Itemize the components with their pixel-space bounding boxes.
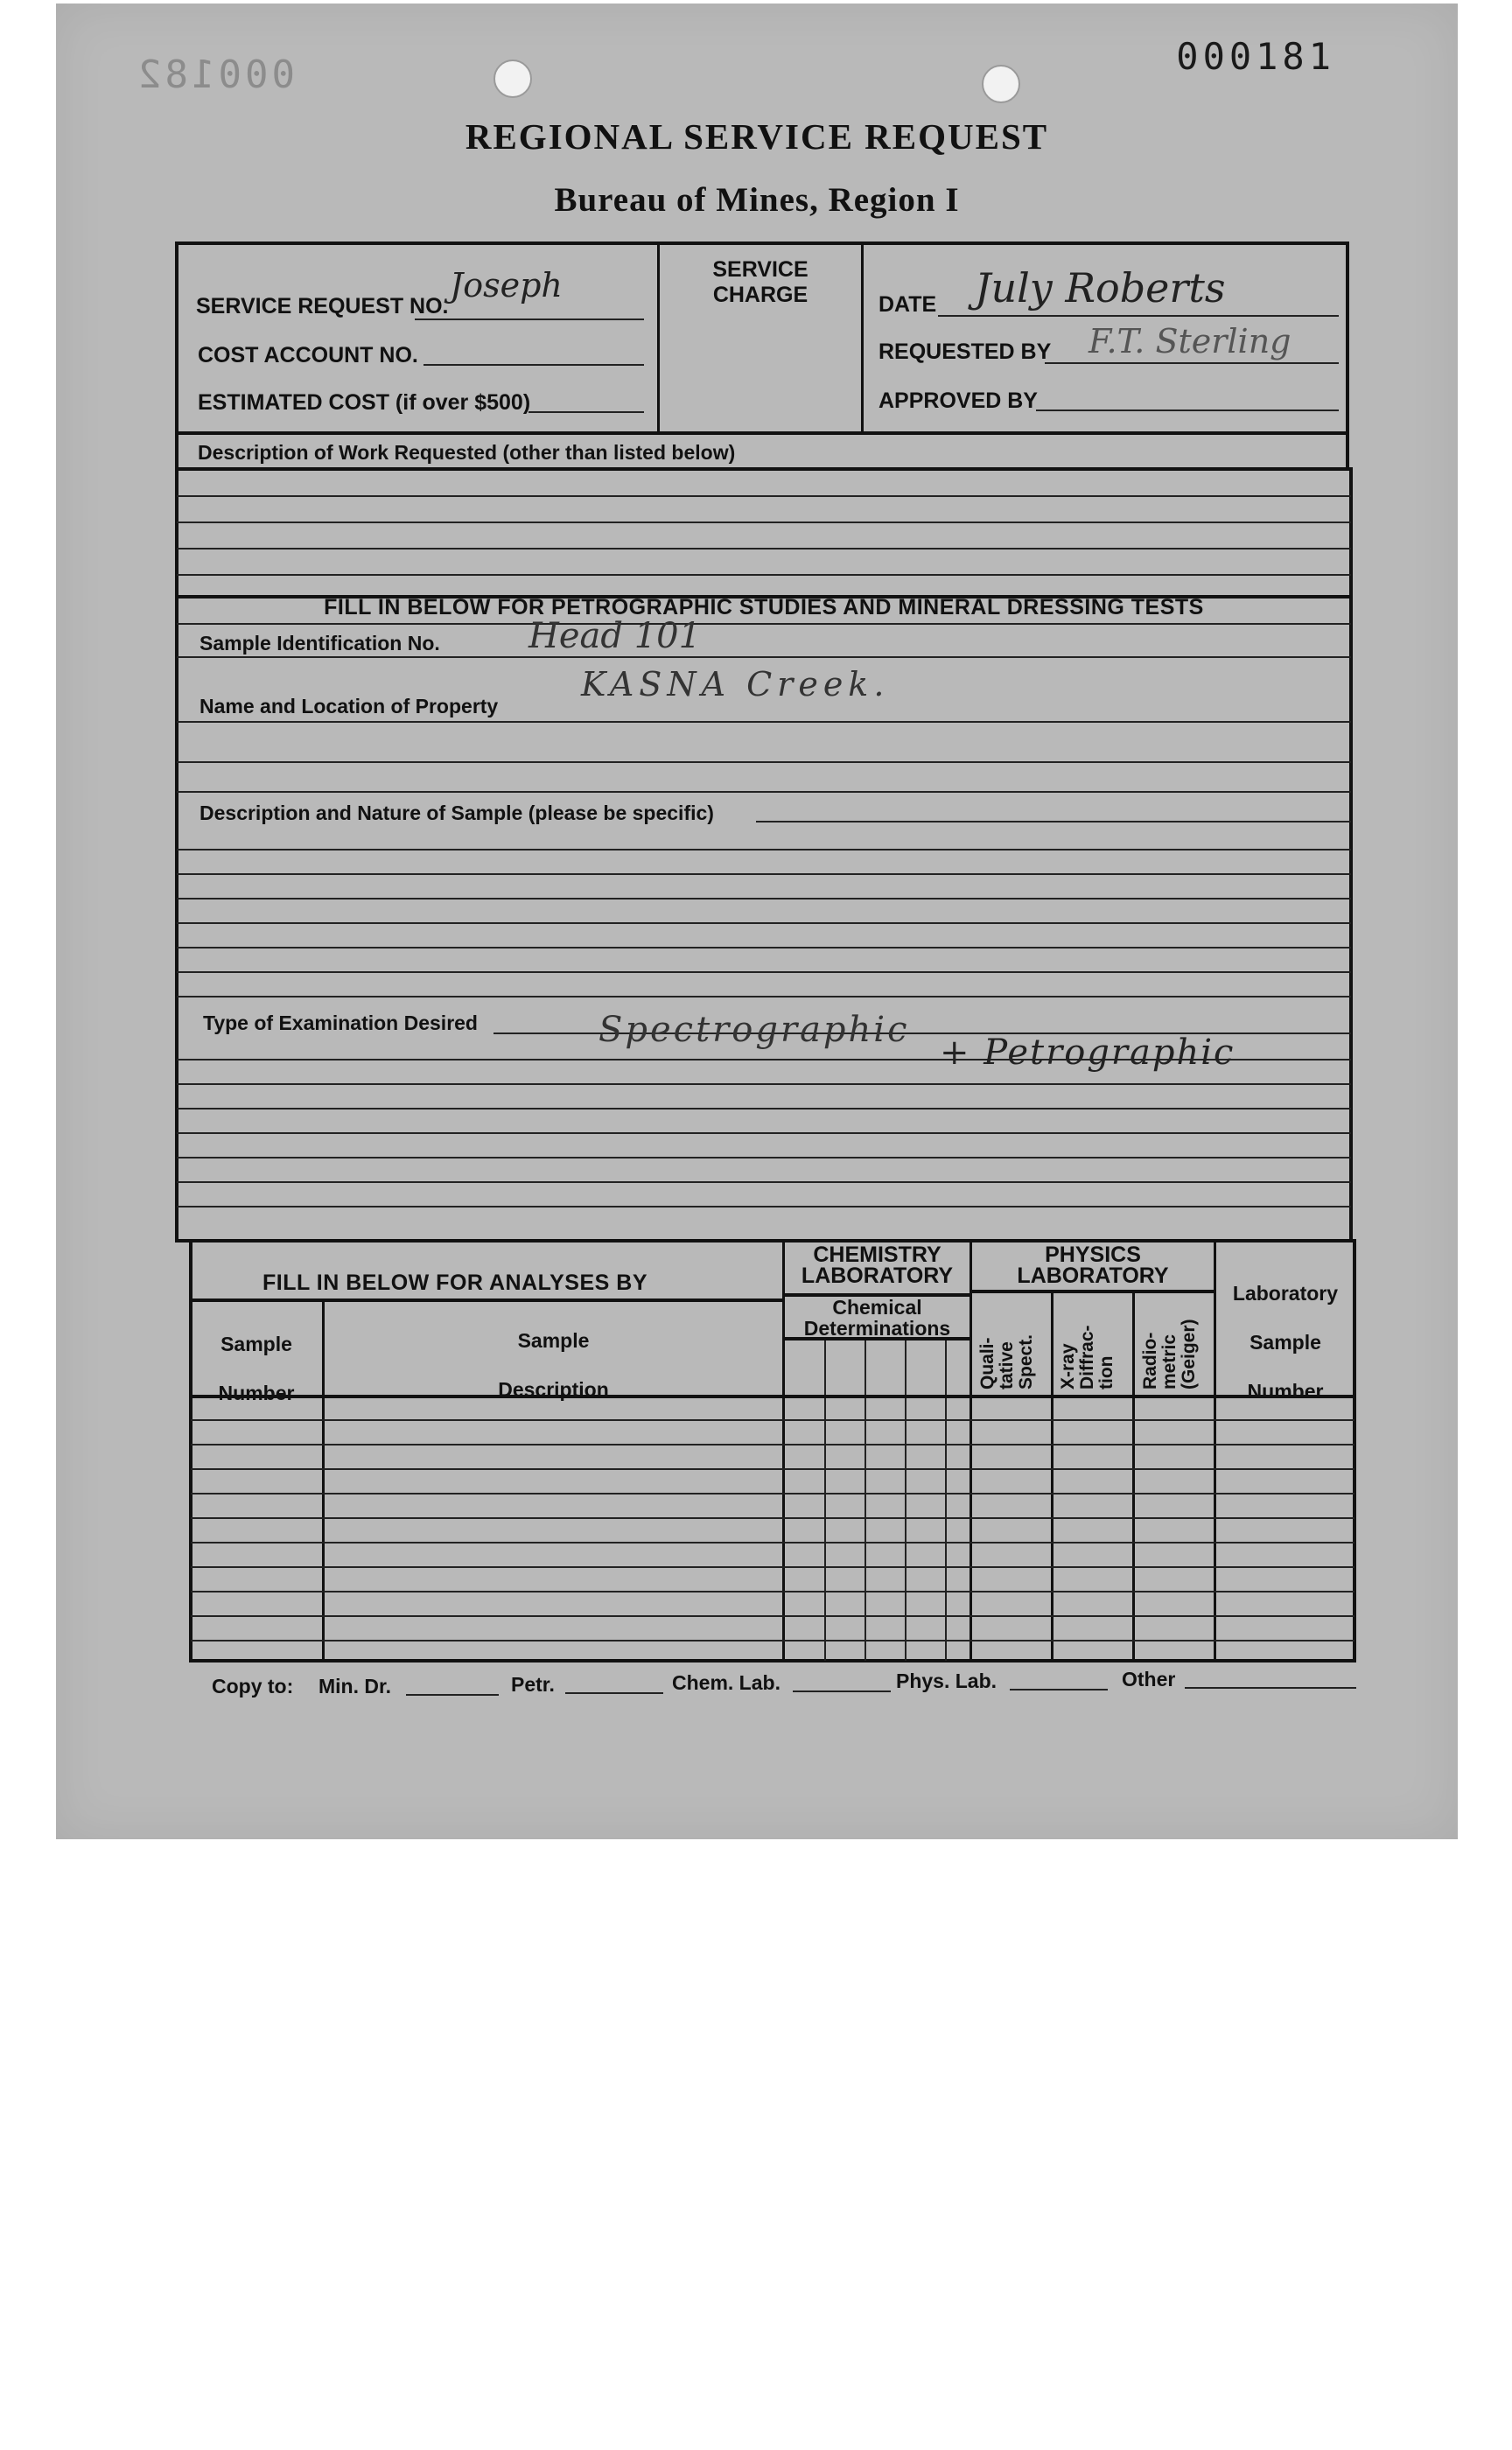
requested-by-value: F.T. Sterling — [1088, 322, 1292, 360]
chemical-determinations-header: Chemical Determinations — [803, 1296, 951, 1340]
punch-hole-right — [982, 65, 1020, 103]
blank-line — [938, 315, 1339, 317]
punch-hole-left — [494, 60, 532, 98]
service-charge-label: SERVICE CHARGE — [712, 257, 808, 307]
copy-phys-lab: Phys. Lab. — [896, 1670, 998, 1692]
date-value: July Roberts — [975, 264, 1226, 312]
analyses-frame — [189, 1239, 1356, 1662]
bleed-through-serial: 000182 — [135, 52, 295, 97]
blank-line — [415, 318, 644, 320]
sample-id-value: Head 101 — [528, 616, 702, 656]
blank-line — [424, 364, 644, 366]
serial-number: 000181 — [1176, 35, 1335, 78]
service-request-no-label: SERVICE REQUEST NO. — [196, 294, 449, 318]
cost-account-label: COST ACCOUNT NO. — [198, 343, 418, 368]
divider — [177, 431, 1348, 435]
sample-description-header: Sample Description — [498, 1329, 609, 1401]
copy-petr: Petr. — [511, 1673, 555, 1696]
physics-lab-header: PHYSICS LABORATORY — [1017, 1242, 1169, 1288]
property-label: Name and Location of Property — [200, 695, 499, 718]
exam-type-label: Type of Examination Desired — [203, 1012, 478, 1034]
blank-line — [1045, 362, 1339, 364]
lab-sample-number-header: Laboratory Sample Number — [1232, 1282, 1339, 1403]
divider — [861, 243, 864, 434]
description-work-label: Description of Work Requested (other than listed below) — [198, 441, 736, 464]
approved-by-label: APPROVED BY — [878, 388, 1038, 413]
copy-to-label: Copy to: — [212, 1675, 294, 1698]
exam-type-value-2: + Petrographic — [940, 1032, 1236, 1073]
petrographic-frame — [175, 467, 1353, 1242]
petrographic-heading: FILL IN BELOW FOR PETROGRAPHIC STUDIES AND MINERAL DRESSING TESTS — [324, 595, 1204, 620]
form-sheet — [56, 4, 1458, 1839]
analyses-heading: FILL IN BELOW FOR ANALYSES BY — [262, 1270, 648, 1295]
blank-line — [1036, 410, 1339, 411]
property-value: KASNA Creek. — [581, 665, 890, 704]
radiometric-header: Radio- metric (Geiger) — [1140, 1319, 1199, 1390]
blank-line — [528, 411, 644, 413]
qualitative-spect-header: Quali- tative Spect. — [977, 1334, 1036, 1390]
requested-by-label: REQUESTED BY — [878, 340, 1052, 364]
estimated-cost-label: ESTIMATED COST (if over $500) — [198, 390, 531, 415]
copy-chem-lab: Chem. Lab. — [672, 1671, 780, 1694]
copy-min-dr: Min. Dr. — [318, 1675, 392, 1698]
sample-id-label: Sample Identification No. — [200, 632, 440, 654]
form-title: REGIONAL SERVICE REQUEST — [465, 116, 1049, 157]
service-request-no-value: Joseph — [450, 266, 563, 304]
sample-description-label: Description and Nature of Sample (please be specific) — [200, 802, 714, 824]
sample-number-header: Sample Number — [218, 1333, 295, 1404]
exam-type-value-1: Spectrographic — [598, 1010, 910, 1050]
form-subtitle: Bureau of Mines, Region I — [554, 181, 960, 219]
chemistry-lab-header: CHEMISTRY LABORATORY — [801, 1242, 954, 1288]
date-label: DATE — [878, 292, 937, 317]
copy-other: Other — [1122, 1668, 1176, 1690]
xray-diffraction-header: X-ray Diffrac- tion — [1058, 1325, 1116, 1390]
